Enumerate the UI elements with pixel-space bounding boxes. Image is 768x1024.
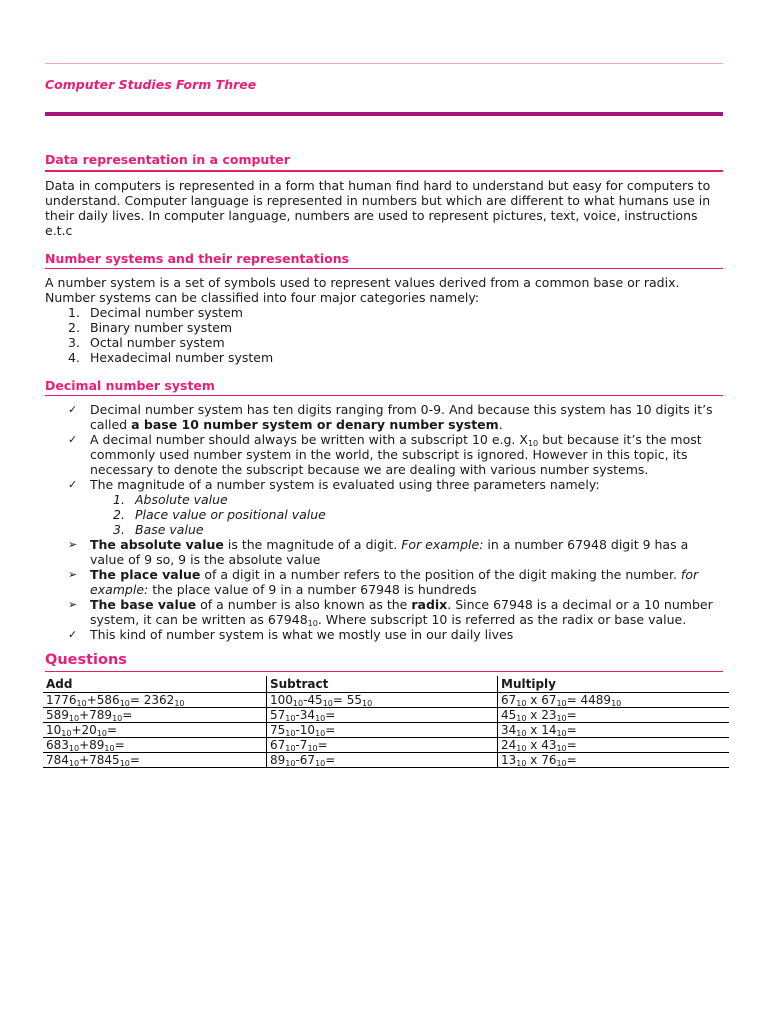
top-rule	[45, 63, 723, 64]
table-row	[43, 723, 729, 738]
table-row	[43, 753, 729, 768]
column-header-multiply: Multiply	[498, 676, 730, 693]
list-item: ✓ Decimal number system has ten digits ranging from 0-9. And because this system has 10 digits it’s called a base 10 number system or denary number system.	[68, 402, 713, 432]
header-title: Computer Studies Form Three	[45, 77, 257, 92]
questions-table	[43, 676, 729, 768]
heading-questions: Questions	[45, 653, 723, 672]
column-header-subtract: Subtract	[267, 676, 498, 693]
header-bar	[45, 112, 723, 116]
list-item: ➢ The absolute value is the magnitude of a digit. For example: in a number 67948 digit 9 has a value of 9 so, 9 is the absolute value	[68, 537, 689, 567]
list-item: 2. Place value or positional value	[113, 507, 326, 522]
table-cell: $1776_{10}+586_{10}= 2362_{10}$	[43, 693, 267, 708]
table-cell: $589_{10}+789_{10}=$	[43, 708, 267, 723]
checkmark-icon: ✓	[68, 403, 78, 416]
table-cell: $24_{10}$ x $43_{10}=$	[498, 738, 730, 753]
paragraph-number-system-categories: Number systems can be classified into four major categories namely:	[45, 290, 480, 305]
table-cell: $784_{10}+7845_{10}=$	[43, 753, 267, 768]
list-item: ✓ The magnitude of a number system is evaluated using three parameters namely: 1. Absolute value 2. Place value or positional value 3. Base value	[45, 477, 723, 537]
paragraph-data-representation: Data in computers is represented in a form that human find hard to understand but easy for computers to understand. Computer language is represented in numbers but which are different to what humans use in their daily lives. In computer language, numbers are used to represent pictures, text, voice, instructions e.t.c	[45, 178, 711, 238]
arrow-bullet-icon: ➢	[68, 538, 78, 551]
decimal-points-list	[45, 402, 723, 642]
table-row	[43, 738, 729, 753]
table-cell: $89_{10}-67_{10}=$	[267, 753, 498, 768]
list-item: 3. Base value	[113, 522, 204, 537]
list-item: 1. Absolute value	[113, 492, 228, 507]
list-item: ➢ The place value of a digit in a number refers to the position of the digit making the number. for example: the place value of 9 in a number 67948 is hundreds	[68, 567, 699, 597]
table-cell: $45_{10}$ x $23_{10}=$	[498, 708, 730, 723]
table-cell: $100_{10}-45_{10}= 55_{10}$	[267, 693, 498, 708]
table-cell: $57_{10}-34_{10}=$	[267, 708, 498, 723]
checkmark-icon: ✓	[68, 628, 78, 641]
main-content	[45, 152, 723, 768]
table-cell: $67_{10}$ x $67_{10}= 4489_{10}$	[498, 693, 730, 708]
list-item: 1. Decimal number system	[68, 305, 243, 320]
table-cell: $10_{10}+20_{10}=$	[43, 723, 267, 738]
checkmark-icon: ✓	[68, 478, 78, 491]
table-cell: $13_{10}$ x $76_{10}=$	[498, 753, 730, 768]
list-item: 3. Octal number system	[68, 335, 225, 350]
table-row	[43, 693, 729, 708]
list-item: ✓ This kind of number system is what we mostly use in our daily lives	[68, 627, 514, 642]
arrow-bullet-icon: ➢	[68, 568, 78, 581]
list-item: ✓ A decimal number should always be written with a subscript 10 e.g. $X_{10}$ but because it’s the most commonly used number system in the world, the subscript is ignored. However in this topic, its necessary to denote the subscript because we are dealing with various number systems.	[68, 432, 702, 477]
list-item: ➢ The base value of a number is also known as the radix. Since 67948 is a decimal or a 10 number system, it can be written as $67948_{10}$. Where subscript 10 is referred as the radix or base value.	[68, 597, 713, 628]
paragraph-number-system-def: A number system is a set of symbols used to represent values derived from a common base or radix.	[45, 275, 680, 290]
checkmark-icon: ✓	[68, 433, 78, 446]
table-row	[43, 708, 729, 723]
list-item: 2. Binary number system	[68, 320, 233, 335]
heading-decimal-number-system: Decimal number system	[45, 378, 723, 396]
list-item: 4. Hexadecimal number system	[68, 350, 274, 365]
table-cell: $683_{10}+89_{10}=$	[43, 738, 267, 753]
column-header-add: Add	[43, 676, 267, 693]
table-cell: $75_{10}-10_{10}=$	[267, 723, 498, 738]
table-cell: $67_{10}-7_{10}=$	[267, 738, 498, 753]
heading-number-systems: Number systems and their representations	[45, 251, 723, 269]
table-header-row	[43, 676, 729, 693]
arrow-bullet-icon: ➢	[68, 598, 78, 611]
number-systems-list	[45, 305, 723, 365]
heading-data-representation: Data representation in a computer	[45, 152, 723, 172]
table-cell: $34_{10}$ x $14_{10}=$	[498, 723, 730, 738]
parameters-list	[45, 492, 723, 537]
